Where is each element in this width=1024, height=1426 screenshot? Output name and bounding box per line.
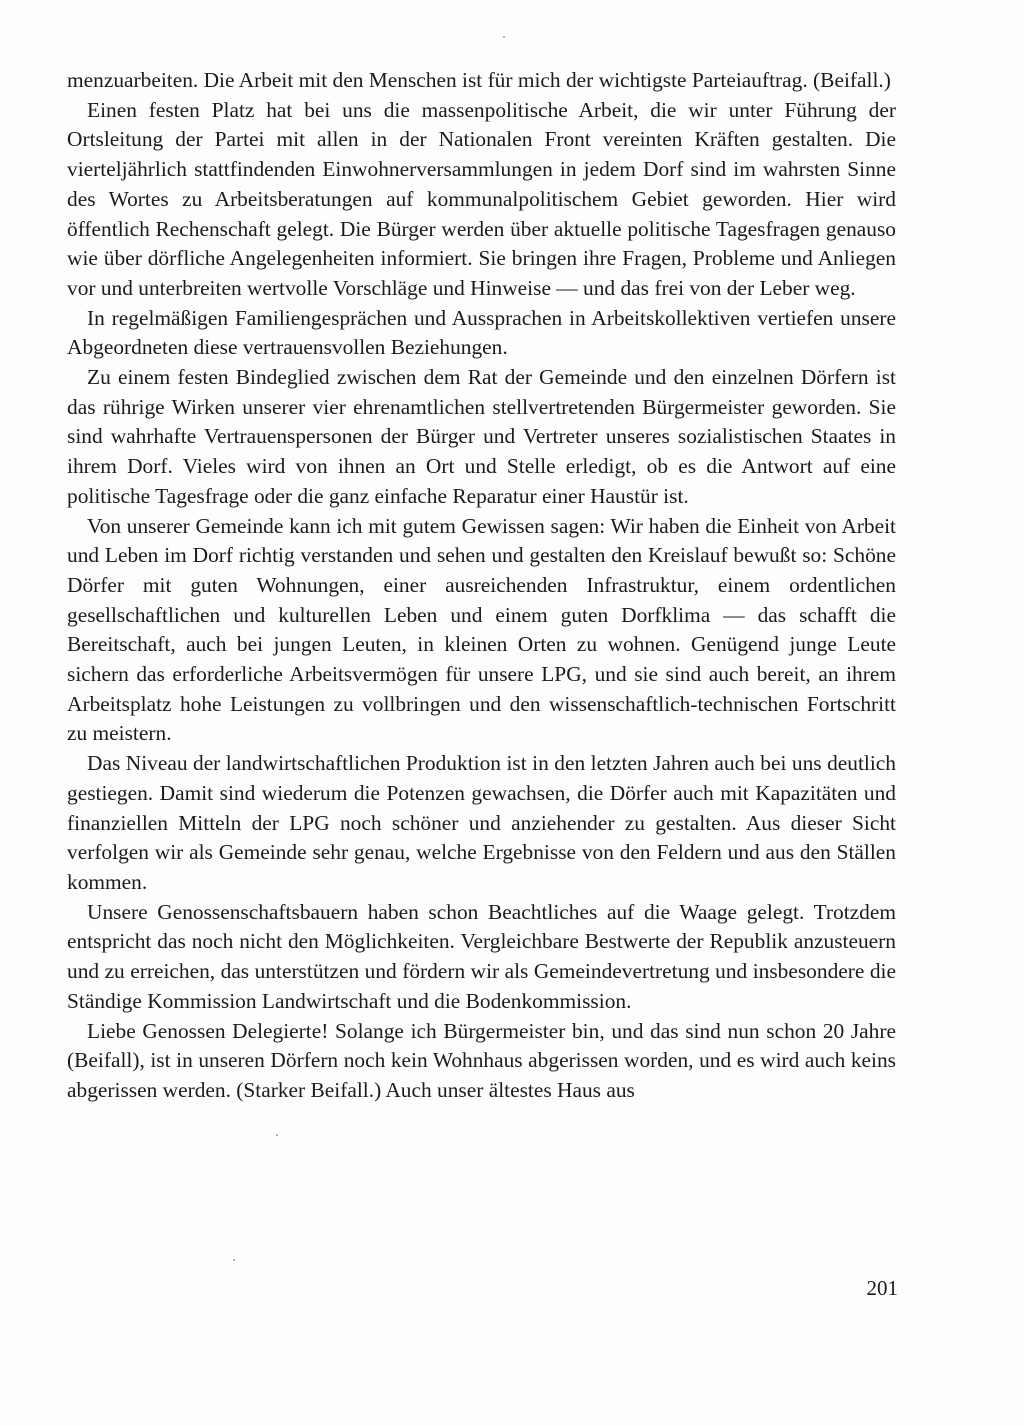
scan-speck [233, 1259, 235, 1261]
paragraph: menzuarbeiten. Die Arbeit mit den Menschen ist für mich der wichtigste Parteiauftrag. (Beifall.) [67, 68, 891, 92]
paragraph: Von unserer Gemeinde kann ich mit gutem Gewissen sagen: Wir haben die Einheit von Arbeit und Leben im Dorf richtig verstanden und sehen und gestalten den Kreislauf bewußt so: Schöne Dörfer mit guten Wohnungen, einer ausreichenden Infrastruktur, einem ordentlichen gesellschaftlichen und kulturellen Leben und einem guten Dorfklima — das schafft die Bereitschaft, auch bei jungen Leuten, in kleinen Orten zu wohnen. Genügend junge Leute sichern das erforderliche Arbeitsvermögen für unsere LPG, und sie sind auch bereit, an ihrem Arbeitsplatz hohe Leistungen zu vollbringen und den wissenschaftlich-technischen Fortschritt zu meistern. [67, 513, 896, 746]
body-text [67, 66, 896, 1106]
paragraph: Das Niveau der landwirtschaftlichen Produktion ist in den letzten Jahren auch bei uns deutlich gestiegen. Damit sind wiederum die Potenzen gewachsen, die Dörfer auch mit Kapazitäten und finanziellen Mitteln der LPG noch schöner und anziehender zu gestalten. Aus dieser Sicht verfolgen wir als Gemeinde sehr genau, welche Ergebnisse von den Feldern und aus den Ställen kommen. [67, 751, 896, 894]
page-number: 201 [866, 1276, 898, 1300]
paragraph: Liebe Genossen Delegierte! Solange ich Bürgermeister bin, und das sind nun schon 20 Jahre (Beifall), ist in unseren Dörfern noch kein Wohnhaus abgerissen worden, und es wird auch keins abgerissen werden. (Starker Beifall.) Auch unser ältestes Haus aus [67, 1018, 896, 1102]
paragraph: In regelmäßigen Familiengesprächen und Aussprachen in Arbeitskollektiven vertiefen unsere Abgeordneten diese vertrauensvollen Beziehungen. [67, 305, 896, 360]
paragraph: Zu einem festen Bindeglied zwischen dem Rat der Gemeinde und den einzelnen Dörfern ist das rührige Wirken unserer vier ehrenamtlichen stellvertretenden Bürgermeister geworden. Sie sind wahrhafte Vertrauenspersonen der Bürger und Vertreter unseres sozialistischen Staates in ihrem Dorf. Vieles wird von ihnen an Ort und Stelle erledigt, ob es die Antwort auf eine politische Tagesfrage oder die ganz einfache Reparatur einer Haustür ist. [67, 365, 896, 508]
paragraph: Einen festen Platz hat bei uns die massenpolitische Arbeit, die wir unter Führung der Ortsleitung der Partei mit allen in der Nationalen Front vereinten Kräften gestalten. Die vierteljährlich stattfindenden Einwohnerversammlungen in jedem Dorf sind im wahrsten Sinne des Wortes zu Arbeitsberatungen auf kommunalpolitischem Gebiet geworden. Hier wird öffentlich Rechenschaft gelegt. Die Bürger werden über aktuelle politische Tagesfragen genauso wie über dörfliche Angelegenheiten informiert. Sie bringen ihre Fragen, Probleme und Anliegen vor und unterbreiten wertvolle Vorschläge und Hinweise — und das frei von der Leber weg. [67, 97, 896, 300]
scan-speck [276, 1134, 278, 1136]
paragraph: Unsere Genossenschaftsbauern haben schon Beachtliches auf die Waage gelegt. Trotzdem entspricht das noch nicht den Möglichkeiten. Vergleichbare Bestwerte der Republik anzusteuern und zu erreichen, das unterstützen und fördern wir als Gemeindevertretung und insbesondere die Ständige Kommission Landwirtschaft und die Bodenkommission. [67, 899, 896, 1013]
scan-speck [503, 36, 505, 38]
